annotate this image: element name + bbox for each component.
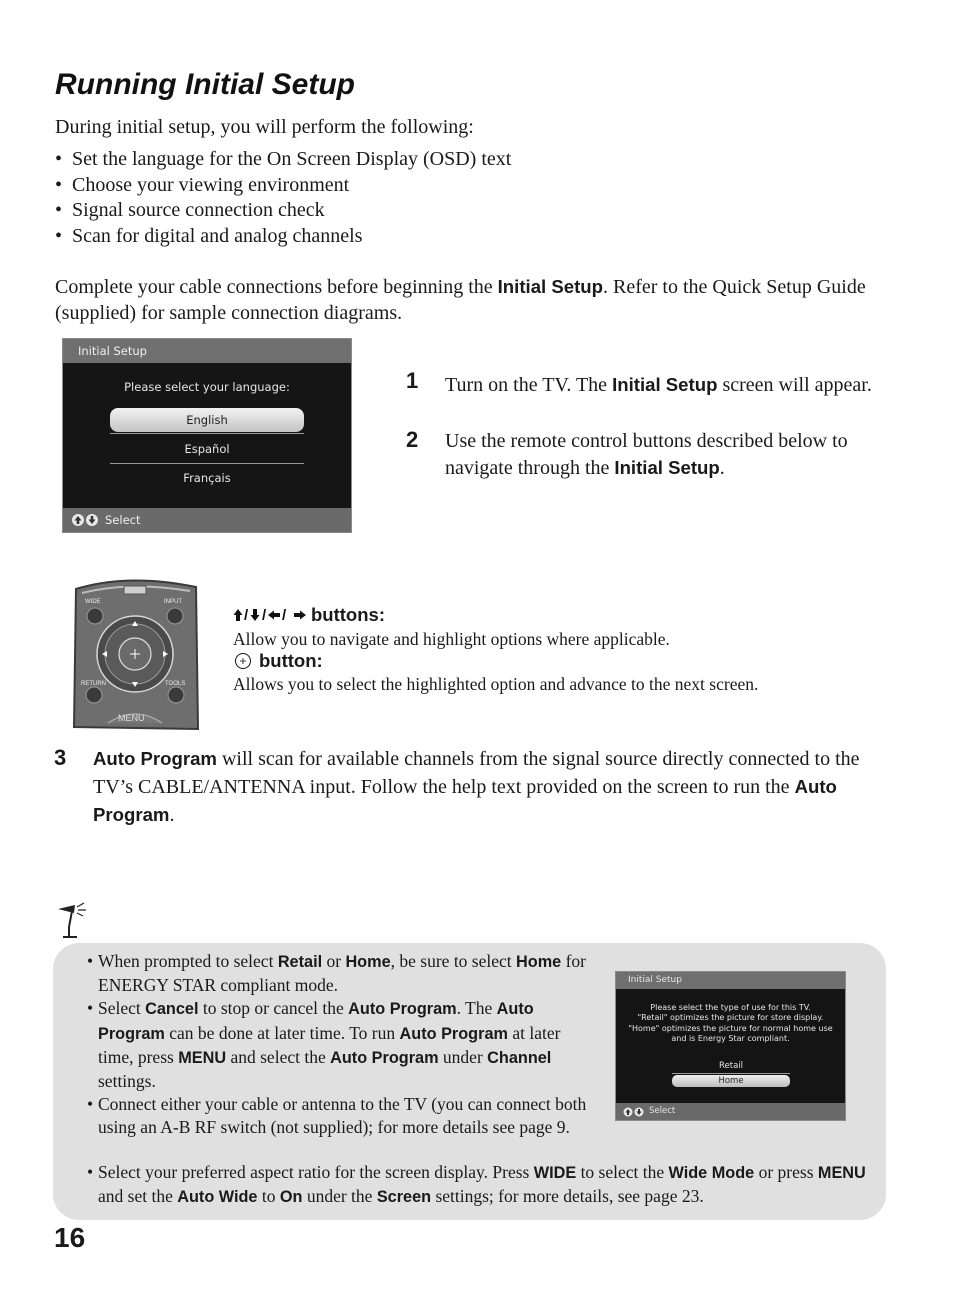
remote-label-tools: TOOLS	[165, 681, 186, 687]
up-down-arrows-icon	[623, 1107, 645, 1117]
step-number: 2	[406, 427, 419, 452]
language-option-english[interactable]: English	[110, 408, 304, 432]
screen-body	[63, 363, 351, 509]
tips-list-continued	[87, 1161, 877, 1209]
divider	[672, 1073, 790, 1074]
list-item: • Select Cancel to stop or cancel the Auto Program. The Auto Program can be done at later time. To run Auto Program at later time, press MENU and select the Auto Program under Channel settings.	[87, 997, 587, 1093]
center-button-description: Allows you to select the highlighted option and advance to the next screen.	[233, 674, 759, 694]
step-2-text: Use the remote control buttons described below to navigate through the Initial Setup.	[445, 430, 848, 479]
step-1-text: Turn on the TV. The Initial Setup screen will appear.	[445, 374, 872, 396]
tips-list	[87, 950, 587, 1140]
step-number: 1	[406, 368, 419, 393]
divider	[110, 433, 304, 434]
screen-header: Initial Setup	[63, 339, 351, 363]
step-3-text: Auto Program will scan for available channels from the signal source directly connected to the TV’s CABLE/ANTENNA input. Follow the help text provided on the screen to run the Auto Program.	[93, 748, 860, 826]
page-number: 16	[54, 1222, 86, 1253]
list-item: • When prompted to select Retail or Home, be sure to select Home for ENERGY STAR compliant mode.	[87, 950, 587, 997]
lamp-tip-icon	[55, 901, 95, 939]
usage-select-screen	[615, 971, 846, 1121]
language-option-francais[interactable]: Français	[183, 471, 231, 485]
svg-text:/: /	[282, 607, 287, 624]
center-button-heading: button:	[233, 650, 323, 672]
usage-message: Please select the type of use for this TV. "Retail" optimizes the picture for store display. "Home" optimizes the picture for normal home use and is Energy Star compliant.	[628, 1003, 833, 1044]
page-title: Running Initial Setup	[55, 68, 355, 101]
svg-text:/: /	[244, 607, 249, 624]
screen-body	[616, 989, 845, 1103]
language-select-screen	[62, 338, 352, 533]
usage-option-home[interactable]: Home	[672, 1075, 790, 1087]
remote-label-input: INPUT	[164, 599, 182, 605]
up-down-arrows-icon	[71, 513, 99, 527]
remote-label-return: RETURN	[81, 681, 106, 687]
divider	[110, 463, 304, 464]
setup-task-list	[55, 147, 511, 249]
step-number: 3	[54, 745, 67, 770]
svg-text:/: /	[262, 607, 267, 624]
screen-footer	[616, 1103, 845, 1120]
list-item: • Choose your viewing environment	[55, 173, 511, 199]
screen-footer	[63, 508, 351, 532]
enter-button-icon	[233, 652, 255, 670]
list-item: • Select your preferred aspect ratio for the screen display. Press WIDE to select the Wide Mode or press MENU and set the Auto Wide to On under the Screen settings; for more details, see page 23.	[87, 1161, 877, 1209]
screen-header: Initial Setup	[616, 972, 845, 989]
arrow-buttons-description: Allow you to navigate and highlight options where applicable.	[233, 629, 670, 649]
intro-text: During initial setup, you will perform the following:	[55, 116, 474, 138]
list-item: • Signal source connection check	[55, 198, 511, 224]
arrow-keys-icon	[233, 606, 307, 624]
remote-label-menu: MENU	[118, 713, 145, 723]
list-item: • Scan for digital and analog channels	[55, 224, 511, 250]
list-item: • Set the language for the On Screen Display (OSD) text	[55, 147, 511, 173]
arrow-buttons-heading: / / / buttons:	[233, 604, 385, 626]
complete-connections-paragraph: Complete your cable connections before beginning the Initial Setup. Refer to the Quick Setup Guide (supplied) for sample connection diagrams.	[55, 276, 866, 324]
footer-select-label: Select	[649, 1106, 676, 1116]
usage-option-retail[interactable]: Retail	[718, 1061, 744, 1071]
footer-select-label: Select	[105, 513, 141, 527]
remote-label-wide: WIDE	[85, 599, 101, 605]
list-item: • Connect either your cable or antenna to the TV (you can connect both using an A-B RF switch (not supplied); for more details see page 9.	[87, 1093, 587, 1139]
language-prompt: Please select your language:	[124, 380, 290, 394]
language-option-espanol[interactable]: Español	[184, 442, 230, 456]
